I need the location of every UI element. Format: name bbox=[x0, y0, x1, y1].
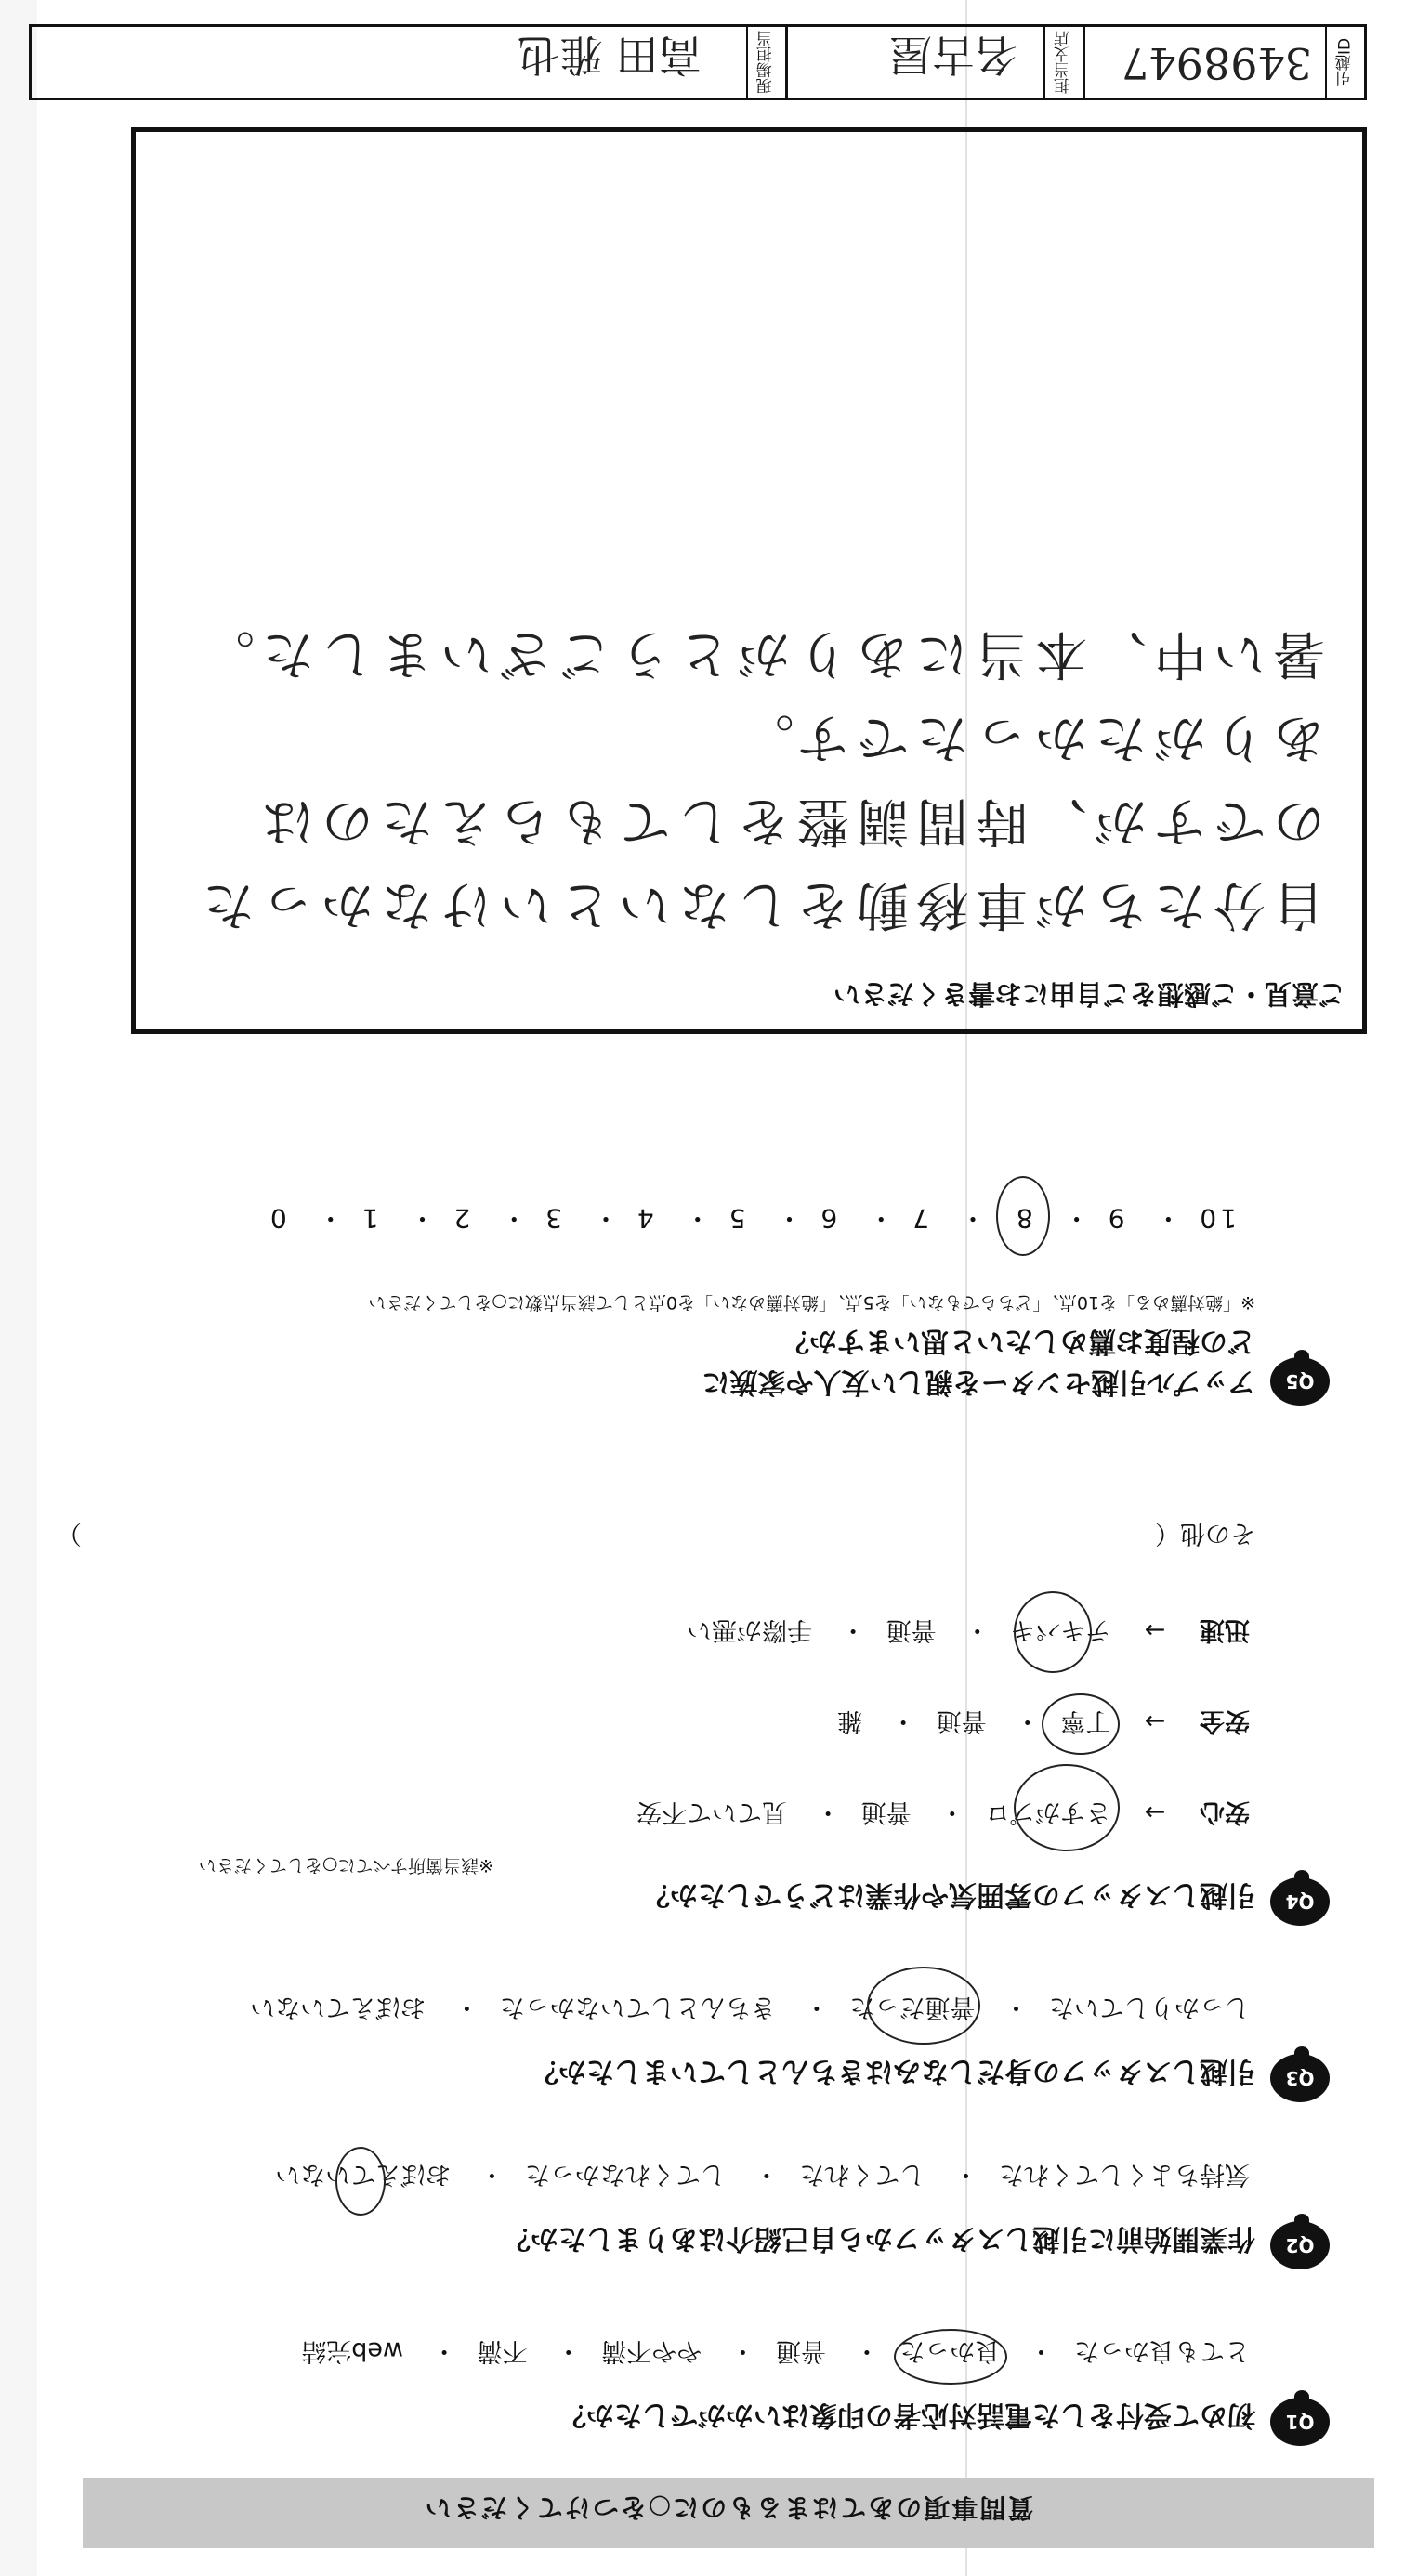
selection-circle bbox=[996, 1176, 1050, 1256]
q3-option[interactable]: おぼえていない bbox=[250, 1993, 426, 2021]
selection-circle bbox=[1014, 1591, 1092, 1673]
q2-badge: Q2 bbox=[1270, 2221, 1330, 2269]
handwritten-line: 暑い中、本当にありがとうございました。 bbox=[195, 623, 1325, 684]
q5-note: ※「絶対薦める」を10点、「どちらでもない」を5点、「絶対薦めない」を0点として該当点数に○をしてください bbox=[368, 1292, 1255, 1313]
q4-option[interactable]: さすがプロ bbox=[985, 1797, 1110, 1833]
arrow-icon: → bbox=[1144, 1706, 1166, 1735]
q1-text: 初めて受付をした電話対応者の印象はいかがでしたか？ bbox=[558, 2399, 1255, 2431]
field-value: 高田 雅也 bbox=[517, 30, 702, 80]
q2-option[interactable]: 気持ちよくしてくれた bbox=[999, 2160, 1250, 2189]
q2-option[interactable]: してくれなかった bbox=[524, 2160, 726, 2189]
paper-edge bbox=[0, 0, 37, 2576]
selection-circle bbox=[1014, 1764, 1120, 1851]
arrow-icon: → bbox=[1144, 1798, 1166, 1826]
q4-badge: Q4 bbox=[1270, 1877, 1330, 1926]
q3-option[interactable]: きちんとしていなかった bbox=[499, 1993, 776, 2021]
q4-option[interactable]: 丁寧 bbox=[1060, 1706, 1110, 1742]
scale-value[interactable]: 10 bbox=[1196, 1203, 1237, 1234]
q2-option[interactable]: してくれた bbox=[799, 2160, 925, 2189]
q4-row-label: 安心 bbox=[1200, 1798, 1250, 1826]
q4-row-anzen: 安全 → 丁寧 ・ 普通・ 雑 bbox=[832, 1706, 1255, 1742]
scale-value[interactable]: 3 bbox=[542, 1203, 563, 1234]
q1-option[interactable]: 良かった bbox=[899, 2335, 1000, 2372]
field-label: 担当支店 bbox=[1043, 27, 1083, 98]
q1-option[interactable]: とても良かった bbox=[1074, 2336, 1250, 2365]
q4-note: ※該当箇所すべてに○をしてください bbox=[198, 1855, 493, 1876]
field-branch bbox=[788, 27, 1085, 98]
q2-option[interactable]: おぼえていない bbox=[275, 2159, 451, 2195]
scale-value[interactable]: 0 bbox=[266, 1203, 287, 1234]
q3-option[interactable]: しっかりしていた bbox=[1049, 1993, 1250, 2021]
scale-value[interactable]: 6 bbox=[817, 1203, 838, 1234]
handwritten-line: ありがたかったです。 bbox=[734, 707, 1325, 767]
selection-circle bbox=[894, 2329, 1007, 2385]
scale-value[interactable]: 2 bbox=[450, 1203, 471, 1234]
comments-box[interactable] bbox=[131, 127, 1367, 1034]
q1-option[interactable]: 普通 bbox=[775, 2336, 826, 2365]
q2-options: 気持ちよくしてくれた・ してくれた・ してくれなかった・ おぼえていない bbox=[269, 2159, 1255, 2195]
handwritten-line: のですが、時間調整をしてもらえたのは bbox=[255, 791, 1325, 851]
q4-option[interactable]: テキパキ bbox=[1010, 1615, 1110, 1651]
scale-value[interactable]: 4 bbox=[633, 1203, 654, 1234]
scale-value[interactable]: 8 bbox=[1001, 1203, 1033, 1234]
q3-options: しっかりしていた・ 普通だった ・ きちんとしていなかった・ おぼえていない bbox=[244, 1992, 1255, 2028]
q3-text: 引越しスタッフの身だしなみはきちんとしていましたか？ bbox=[531, 2055, 1255, 2087]
q4-other-label: その他（ bbox=[1155, 1519, 1255, 1548]
q4-option[interactable]: 手際が悪い bbox=[687, 1615, 812, 1644]
selection-circle bbox=[335, 2147, 386, 2216]
q4-other-close: ） bbox=[57, 1519, 82, 1548]
field-value: 3498947 bbox=[1122, 38, 1312, 88]
staff-info-table bbox=[29, 24, 1367, 100]
selection-circle bbox=[867, 1967, 980, 2045]
q5-text-line1: アップル引越センターを親しい友人や家族に bbox=[702, 1366, 1255, 1398]
field-staff bbox=[26, 27, 788, 98]
scale-value[interactable]: 5 bbox=[725, 1203, 746, 1234]
scale-value[interactable]: 9 bbox=[1104, 1203, 1125, 1234]
field-value: 名古屋 bbox=[889, 30, 1017, 80]
q4-row-label: 安全 bbox=[1200, 1706, 1250, 1735]
q4-option[interactable]: 普通 bbox=[860, 1798, 912, 1826]
q4-text: 引越しスタッフの雰囲気や作業はどうでしたか？ bbox=[642, 1878, 1255, 1911]
selection-circle bbox=[1042, 1693, 1120, 1755]
q4-option[interactable]: 普通 bbox=[936, 1706, 987, 1735]
q5-scale: 10・ 9・ 8 ・ 7・ 6・ 5・ 4・ 3・ 2・ 1・ 0 bbox=[267, 1201, 1237, 1238]
comments-title: ご意見・ご感想をご自由にお書きください bbox=[833, 978, 1345, 1010]
q4-option[interactable]: 普通 bbox=[886, 1615, 937, 1644]
q1-badge: Q1 bbox=[1270, 2398, 1330, 2446]
scale-value[interactable]: 7 bbox=[909, 1203, 930, 1234]
arrow-icon: → bbox=[1144, 1615, 1166, 1644]
q1-option[interactable]: web完結 bbox=[301, 2336, 404, 2365]
banner-text: 質問事項のあてはまるものに○をつけてください bbox=[423, 2492, 1034, 2523]
instruction-banner bbox=[83, 2478, 1374, 2548]
field-move-id bbox=[1085, 27, 1364, 98]
scale-value[interactable]: 1 bbox=[358, 1203, 379, 1234]
field-label: 引越ID bbox=[1325, 27, 1364, 98]
q4-other bbox=[57, 1518, 1255, 1554]
handwritten-line: 自分たちが車移動をしないといけなかった bbox=[195, 874, 1325, 935]
field-label: 現場担当 bbox=[746, 27, 785, 98]
q3-option[interactable]: 普通だった bbox=[849, 1992, 975, 2028]
q4-option[interactable]: 雑 bbox=[837, 1706, 862, 1735]
q1-option[interactable]: やや不満 bbox=[601, 2336, 702, 2365]
q2-text: 作業開始前に引越しスタッフから自己紹介はありましたか？ bbox=[503, 2222, 1255, 2255]
q3-badge: Q3 bbox=[1270, 2054, 1330, 2102]
q1-option[interactable]: 不満 bbox=[477, 2336, 528, 2365]
q5-text-line2: どの程度お薦めしたいと思いますか？ bbox=[781, 1325, 1255, 1357]
q1-options: とても良かった・ 良かった ・ 普通・ やや不満・ 不満・ web完結 bbox=[295, 2335, 1255, 2372]
q5-badge: Q5 bbox=[1270, 1357, 1330, 1406]
q4-row-jinsoku: 迅速 → テキパキ ・ 普通・ 手際が悪い bbox=[681, 1615, 1255, 1651]
q4-row-label: 迅速 bbox=[1200, 1615, 1250, 1644]
q4-option[interactable]: 見ていて不安 bbox=[636, 1798, 787, 1826]
q4-row-anshin: 安心 → さすがプロ ・ 普通・ 見ていて不安 bbox=[631, 1797, 1255, 1833]
